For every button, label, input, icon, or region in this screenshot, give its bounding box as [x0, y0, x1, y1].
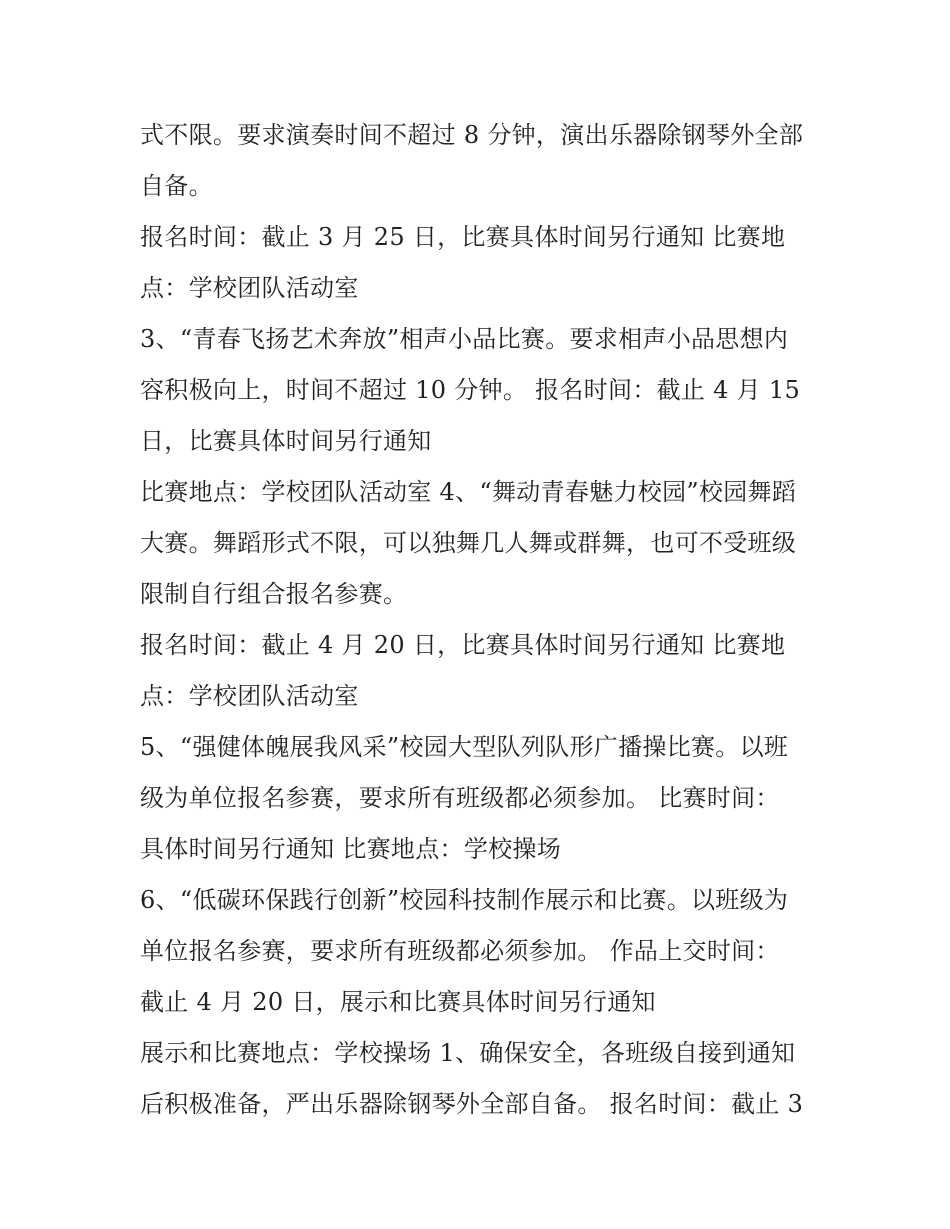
text-line: 单位报名参赛，要求所有班级都必须参加。 作品上交时间： [140, 937, 780, 965]
text-line: 截止 4 月 20 日，展示和比赛具体时间另行通知 [140, 988, 656, 1016]
document-body [140, 110, 830, 1130]
text-line: 自备。 [140, 172, 213, 200]
text-line: 点：学校团队活动室 [140, 682, 359, 710]
text-line: 报名时间：截止 4 月 20 日，比赛具体时间另行通知 比赛地 [140, 631, 786, 659]
text-line: 5、“强健体魄展我风采”校园大型队列队形广播操比赛。以班 [140, 733, 789, 761]
text-line: 级为单位报名参赛，要求所有班级都必须参加。 比赛时间： [140, 784, 780, 812]
text-line: 容积极向上，时间不超过 10 分钟。 报名时间：截止 4 月 15 [140, 376, 801, 404]
text-line: 展示和比赛地点：学校操场 1、确保安全，各班级自接到通知 [140, 1039, 796, 1067]
text-line: 后积极准备，严出乐器除钢琴外全部自备。 报名时间：截止 3 [140, 1090, 804, 1118]
text-line: 报名时间：截止 3 月 25 日，比赛具体时间另行通知 比赛地 [140, 223, 786, 251]
text-line: 3、“青春飞扬艺术奔放”相声小品比赛。要求相声小品思想内 [140, 325, 789, 353]
text-line: 限制自行组合报名参赛。 [140, 580, 408, 608]
text-line: 日，比赛具体时间另行通知 [140, 427, 432, 455]
text-line: 具体时间另行通知 比赛地点：学校操场 [140, 835, 562, 863]
text-line: 比赛地点：学校团队活动室 4、“舞动青春魅力校园”校园舞蹈 [140, 478, 797, 506]
text-line: 式不限。要求演奏时间不超过 8 分钟，演出乐器除钢琴外全部 [140, 121, 804, 149]
text-line: 点：学校团队活动室 [140, 274, 359, 302]
text-line: 6、“低碳环保践行创新”校园科技制作展示和比赛。以班级为 [140, 886, 789, 914]
text-line: 大赛。舞蹈形式不限，可以独舞几人舞或群舞，也可不受班级 [140, 529, 797, 557]
